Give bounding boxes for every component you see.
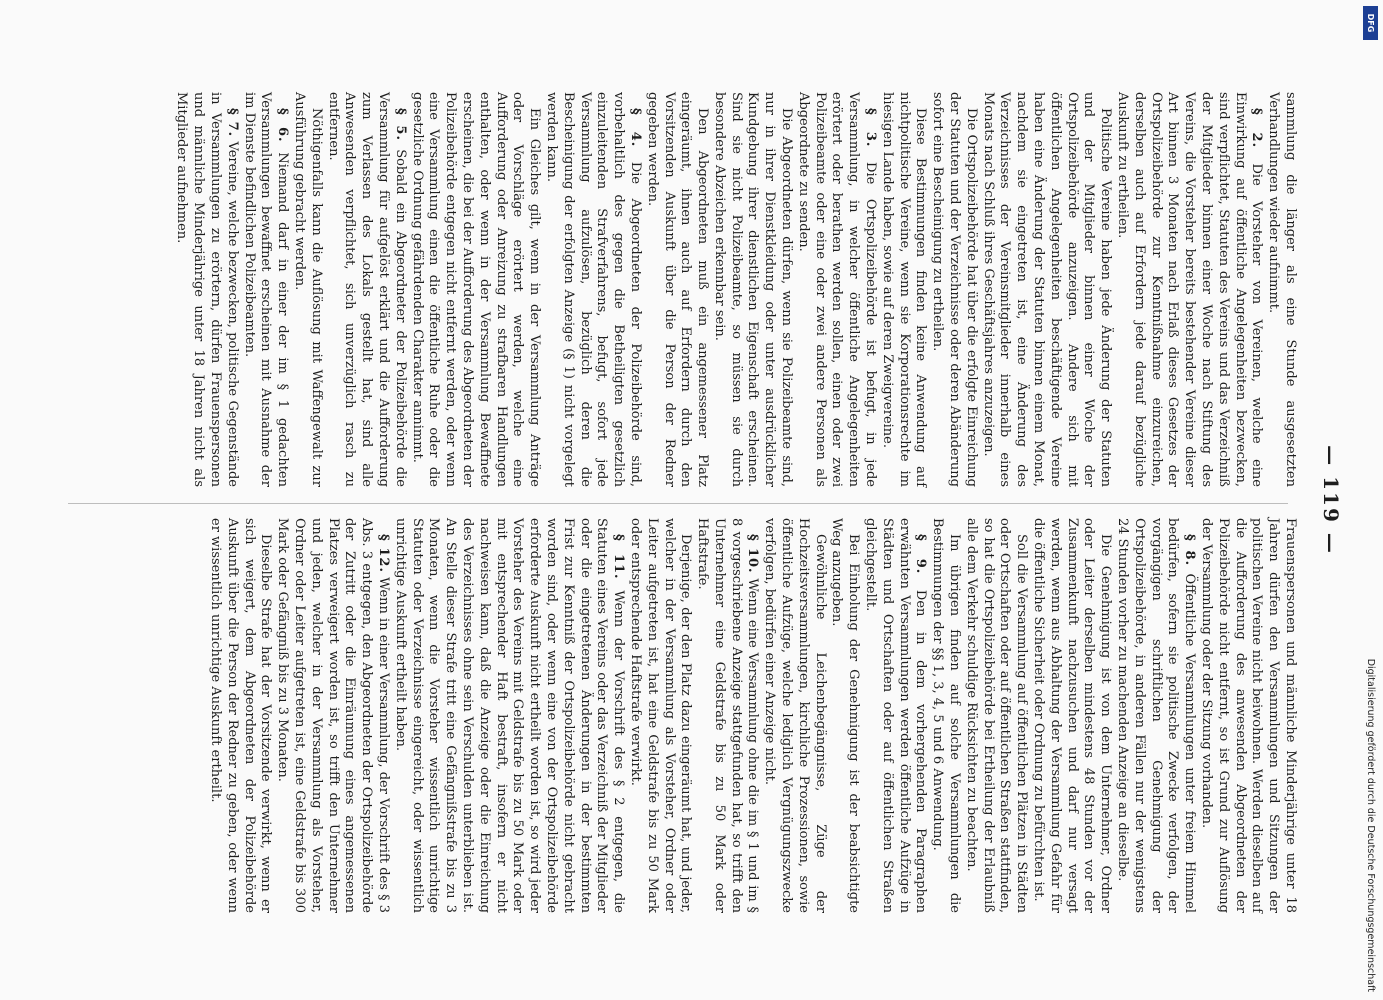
- section-number: § 9.: [913, 534, 929, 575]
- section-6: [240, 92, 290, 487]
- paragraph: Diese Bestimmungen finden keine Anwendung auf nichtpolitische Vereine, wenn sie Korporationsrechte im hiesigen Lande haben, sowie auf deren Zweigvereine.: [879, 92, 929, 487]
- left-column: [173, 92, 1298, 487]
- section-text: Wenn der Vorschrift des § 2 entgegen, die Statuten eines Vereins oder das Verzeichniß der Mitglieder oder die eingetretenen Änderungen in der bestimmten Frist zur Kenntniß der Ortspolizeibehörde nicht gebracht worden sind, oder wenn eine von der Ortspolizeibehörde erforderte Auskunft nicht ertheilt worden ist, so wird jeder Vorsteher des Vereins mit Geldstrafe bis zu 50 Mark oder mit entsprechender Haft bestraft, insofern er nicht nachweisen kann, daß die Anzeige oder die Einreichung des Verzeichnisses ohne sein Verschulden unterblieben ist. An Stelle dieser Strafe tritt eine Gefängnißstrafe bis zu 3 Monaten, wenn die Vorsteher wissentlich unrichtige Statuten oder Verzeichnisse eingereicht, oder wissentlich unrichtige Auskunft ertheilt haben.: [392, 518, 627, 913]
- section-text: Vereine, welche bezwecken, politische Gegenstände in Versammlungen zu erörtern, dürfen Frauenspersonen und männliche Minderjährige unter 18 Jahren nicht als Mitglieder aufnehmen.: [174, 92, 240, 487]
- section-text: Sobald ein Abgeordneter der Polizeibehörde die Versammlung für aufgelöst erklärt und die Aufforderung zum Verlassen des Lokals gestellt hat, sind alle Anwesenden verpflichtet, sich unverzüglich rasch zu entfernen.: [325, 92, 408, 487]
- section-5: [324, 92, 408, 487]
- section-text: Öffentliche Versammlungen unter freiem Himmel bedürfen, sofern sie politische Zwecke verfolgen, der vorgängigen schriftlichen Genehmigung der Ortspolizeibehörde, in anderen Fällen nur der wenigstens 24 Stunden vorher zu machenden Anzeige an dieselbe.: [1115, 518, 1198, 913]
- paragraph: Ein Gleiches gilt, wenn in der Versammlung Anträge oder Vorschläge erörtert werden, welche eine Aufforderung oder Anreizung zu strafbaren Handlungen enthalten, oder wenn in der Versammlung Bewaffnete erscheinen, die bei der Aufforderung des Abgeordneten der Polizeibehörde entgegen nicht entfernt werden, oder wenn eine Versammlung einen die öffentliche Ruhe oder die gesetzliche Ordnung gefährdenden Charakter annimmt.: [409, 92, 543, 487]
- section-text: Die Abgeordneten der Polizeibehörde sind, vorbehaltlich des gegen die Betheiligten gesetzlich einzuleitenden Strafverfahrens, befugt, sofort jede Versammlung aufzulösen, bezüglich deren die Bescheinigung der erfolgten Anzeige (§ 1) nicht vorgelegt werden kann.: [543, 92, 643, 487]
- paragraph: Die Genehmigung ist von dem Unternehmer, Ordner oder Leiter derselben mindestens 48 Stunden vor der Zusammenkunft nachzusuchen und darf nur versagt werden, wenn aus Abhaltung der Versammlung Gefahr für die öffentliche Sicherheit oder Ordnung zu befürchten ist.: [1031, 518, 1114, 913]
- section-number: § 10.: [745, 534, 761, 574]
- page-number: — 119 —: [1319, 445, 1343, 555]
- section-11: [391, 518, 626, 913]
- paragraph: Bei Einholung der Genehmigung ist der beabsichtigte Weg anzugeben.: [829, 518, 862, 913]
- paragraph: Politische Vereine haben jede Änderung der Statuten und der Mitglieder binnen einer Woche der Ortspolizeibehörde anzuzeigen. Andere sich mit öffentlichen Angelegenheiten beschäftigende Vereine haben eine Änderung der Statuten binnen einem Monat, nachdem sie eingetreten ist, eine Änderung des Verzeichnisses der Vereinsmitglieder innerhalb eines Monats nach Schluß ihres Geschäftsjahres anzuzeigen.: [980, 92, 1114, 487]
- credit-text: Digitalisierung gefördert durch die Deutsche Forschungsgemeinschaft: [1365, 658, 1376, 992]
- paragraph: Frauenspersonen und männliche Minderjährige unter 18 Jahren dürfen den Versammlungen und Sitzungen der politischen Vereine nicht beiwohnen. Werden dieselben auf die Aufforderung des anwesenden Abgeordneten der Polizeibehörde nicht entfernt, so ist Grund zur Auflösung der Versammlung oder der Sitzung vorhanden.: [1199, 518, 1298, 913]
- section-10: [693, 518, 760, 913]
- section-number: § 11.: [611, 534, 627, 580]
- page-number-value: 119: [1319, 476, 1343, 524]
- paragraph: Die Abgeordneten dürfen, wenn sie Polizeibeamte sind, nur in ihrer Dienstkleidung oder unter ausdrücklicher Kundgebung ihrer dienstlichen Eigenschaft erscheinen. Sind sie nicht Polizeibeamte, so müssen sie durch besondere Abzeichen erkennbar sein.: [711, 92, 795, 487]
- section-number: § 4.: [627, 108, 643, 148]
- section-text: Die Ortspolizeibehörde ist befugt, in jede Versammlung, in welcher öffentliche Angelegenheiten erörtert oder berathen werden sollen, einen oder zwei Polizeibeamte oder eine oder zwei andere Personen als Abgeordnete zu senden.: [795, 92, 879, 487]
- section-8: [1113, 518, 1197, 913]
- section-text: Den in dem vorhergehenden Paragraphen erwähnten Versammlungen werden öffentliche Aufzüge in Städten und Ortschaften oder auf öffentlichen Straßen gleichgestellt.: [863, 518, 929, 913]
- section-number: § 12.: [375, 534, 391, 573]
- paragraph: sammlung die länger als eine Stunde ausgesetzten Verhandlungen wieder aufnimmt.: [1266, 92, 1298, 487]
- section-number: § 8.: [1182, 534, 1198, 567]
- dfg-logo-text: DFG: [1366, 13, 1375, 33]
- paragraph: Soll die Versammlung auf öffentlichen Plätzen in Städten oder Ortschaften oder auf öffentlichen Straßen stattfinden, so hat die Ortspolizeibehörde bei Ertheilung der Erlaubniß alle dem Verkehr schuldige Rücksichten zu beachten.: [963, 518, 1030, 913]
- paragraph: Derjenige, der den Platz dazu eingeräumt hat, und jeder, welcher in der Versammlung als Vorsteher, Ordner oder Leiter aufgetreten ist, hat eine Geldstrafe bis zu 50 Mark oder entsprechende Haftstrafe verwirkt.: [627, 518, 694, 913]
- paragraph: Gewöhnliche Leichenbegängnisse, Züge der Hochzeitsversammlungen, kirchliche Prozessionen, sowie öffentliche Aufzüge, welche lediglich Vergnügungszwecke verfolgen, bedürfen einer Anzeige nicht.: [762, 518, 828, 913]
- section-3: [794, 92, 878, 487]
- section-2: [1113, 92, 1264, 487]
- section-text: Wenn in einer Versammlung, der Vorschrift des § 3 Abs. 3 entgegen, den Abgeordneten der Ortspolizeibehörde der Zutritt oder die Einräumung eines angemessenen Platzes verweigert worden ist, so trifft den Unternehmer und jeden, welcher in der Versammlung als Vorsteher, Ordner oder Leiter aufgetreten ist, eine Geldstrafe bis 300 Mark oder Gefängniß bis zu 3 Monaten.: [275, 518, 391, 913]
- column-divider: [68, 503, 1288, 504]
- section-text: Die Vorsteher von Vereinen, welche eine Einwirkung auf öffentliche Angelegenheiten bezwecken, sind verpflichtet, Statuten des Vereins und das Verzeichniß der Mitglieder binnen einer Woche nach Stiftung des Vereins, die Vorsteher bereits bestehender Vereine dieser Art binnen 3 Monaten nach Erlaß dieses Gesetzes der Ortspolizeibehörde zur Kenntnißnahme einzureichen, derselben auch auf Erfordern jede darauf bezügliche Auskunft zu ertheilen.: [1115, 92, 1265, 487]
- paragraph: Die Ortspolizeibehörde hat über die erfolgte Einreichung der Statuten und der Verzeichnisse oder deren Abänderung sofort eine Bescheinigung zu ertheilen.: [930, 92, 979, 487]
- section-number: § 2.: [1249, 108, 1265, 149]
- section-number: § 7.: [224, 108, 240, 138]
- paragraph: Dieselbe Strafe hat der Vorsitzende verwirkt, wenn er sich weigert, dem Abgeordneten der Polizeibehörde Auskunft über die Person der Redner zu geben, oder wenn er wissentlich unrichtige Auskunft ertheilt.: [208, 518, 274, 913]
- section-text: Wenn eine Versammlung ohne die im § 1 und im § 8 vorgeschriebene Anzeige stattgefunden hat, so trifft den Unternehmer eine Geldstrafe bis zu 50 Mark oder Haftstrafe.: [695, 518, 761, 913]
- dfg-logo: [1363, 6, 1378, 40]
- section-4: [542, 92, 643, 487]
- digitization-credit: [1358, 8, 1382, 992]
- section-12: [273, 518, 391, 913]
- section-text: Niemand darf in einer der im § 1 gedachten Versammlungen bewaffnet erscheinen mit Ausnahme der im Dienste befindlichen Polizeibeamten.: [241, 92, 291, 487]
- section-7: [173, 92, 240, 487]
- right-column: [206, 518, 1298, 913]
- section-number: § 6.: [275, 108, 291, 143]
- section-number: § 5.: [392, 108, 408, 141]
- paragraph: Den Abgeordneten muß ein angemessener Platz eingeräumt, ihnen auch auf Erfordern durch den Vorsitzenden Auskunft über die Person der Redner gegeben werden.: [644, 92, 711, 487]
- paragraph: Im übrigen finden auf solche Versammlungen die Bestimmungen der §§ 1, 3, 4, 5 und 6 Anwendung.: [930, 518, 963, 913]
- section-9: [861, 518, 928, 913]
- section-number: § 3.: [863, 108, 879, 148]
- paragraph: Nöthigenfalls kann die Auflösung mit Waffengewalt zur Ausführung gebracht werden.: [291, 92, 324, 487]
